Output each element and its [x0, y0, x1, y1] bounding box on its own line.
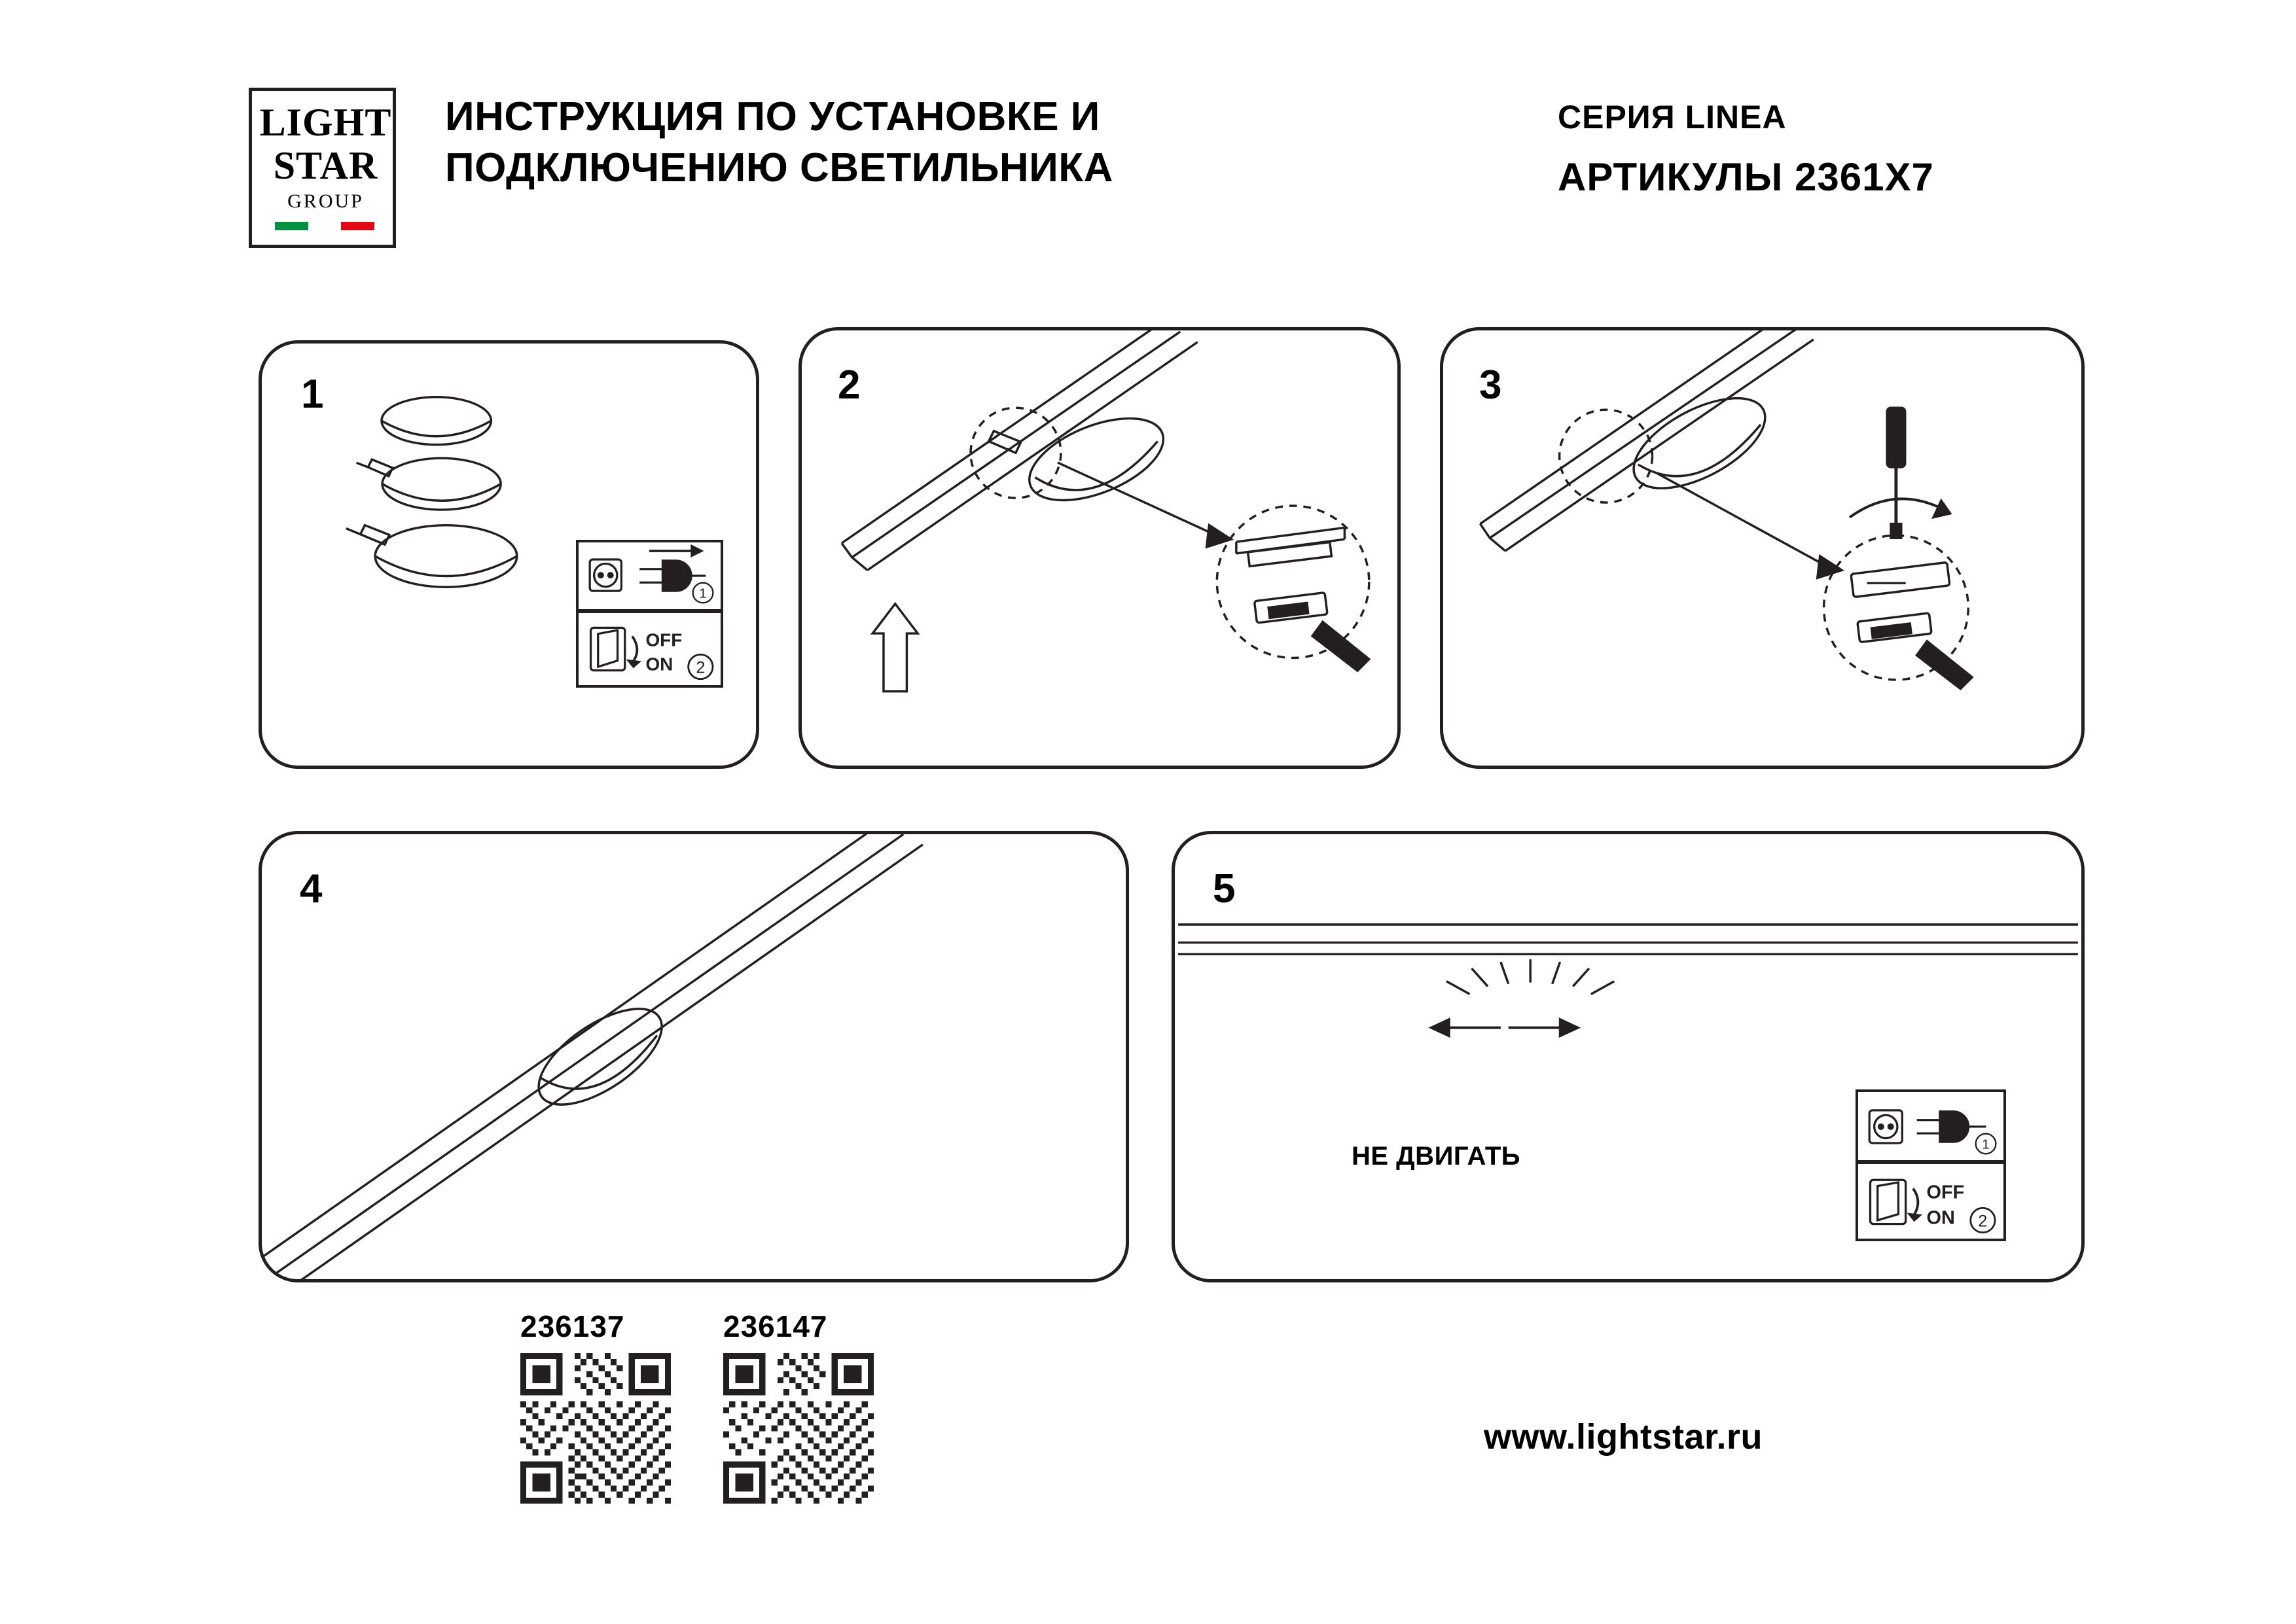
page-title-line-1: ИНСТРУКЦИЯ ПО УСТАНОВКЕ И [445, 94, 1100, 139]
step-panel-3 [1440, 327, 2085, 769]
step-4-illustration [262, 834, 1126, 1279]
articles-label: АРТИКУЛЫ 2361X7 [1558, 155, 1934, 199]
socket-plug-cell-2 [1856, 1089, 2006, 1163]
logo-line-group: GROUP [287, 190, 364, 212]
badge-1-icon [688, 578, 718, 608]
header [249, 79, 2081, 249]
page-title-line-2: ПОДКЛЮЧЕНИЮ СВЕТИЛЬНИКА [445, 145, 1113, 190]
step-panel-2 [798, 327, 1401, 769]
do-not-move-label: НЕ ДВИГАТЬ [1352, 1142, 1521, 1171]
step-number-2: 2 [838, 362, 861, 408]
page-title [445, 92, 1361, 193]
qr-code-236147 [723, 1353, 874, 1504]
product-code-2 [723, 1309, 874, 1507]
svg-text:1: 1 [699, 586, 707, 601]
svg-text:OFF: OFF [1926, 1182, 1965, 1203]
step-panel-1 [259, 340, 759, 769]
italian-flag-icon [275, 222, 374, 230]
svg-text:2: 2 [696, 658, 706, 677]
logo-line-light: LIGHT [259, 101, 392, 144]
switch-off-on-cell-2 [1856, 1161, 2006, 1241]
svg-text:1: 1 [1982, 1137, 1990, 1152]
power-icons-step5 [1856, 1089, 2006, 1253]
socket-plug-cell [576, 540, 723, 612]
series-info [1558, 98, 2147, 200]
series-label: СЕРИЯ LINEA [1558, 99, 1787, 135]
logo-line-star: STAR [273, 144, 378, 187]
step-number-4: 4 [300, 866, 323, 911]
logo-wordmark [252, 103, 399, 211]
svg-text:OFF: OFF [645, 629, 683, 650]
badge-1-icon-2 [1971, 1129, 2001, 1159]
svg-text:ON: ON [1926, 1207, 1955, 1229]
website-url[interactable]: www.lightstar.ru [1483, 1417, 1763, 1456]
step-2-illustration [802, 330, 1397, 766]
product-code-1-label: 236137 [520, 1309, 625, 1343]
step-number-1: 1 [301, 372, 324, 417]
power-icons-step1 [576, 540, 723, 690]
switch-off-on-cell [576, 610, 723, 688]
step-panel-5 [1172, 831, 2085, 1282]
svg-text:ON: ON [645, 654, 673, 675]
svg-text:2: 2 [1978, 1212, 1988, 1231]
qr-code-236137 [520, 1353, 671, 1504]
step-panel-4 [259, 831, 1129, 1282]
product-code-1 [520, 1309, 671, 1507]
step-number-5: 5 [1213, 866, 1236, 911]
brand-logo [249, 88, 396, 248]
footer [0, 1296, 2296, 1570]
step-3-illustration [1443, 330, 2081, 766]
step-number-3: 3 [1479, 362, 1502, 408]
product-code-2-label: 236147 [723, 1309, 828, 1343]
